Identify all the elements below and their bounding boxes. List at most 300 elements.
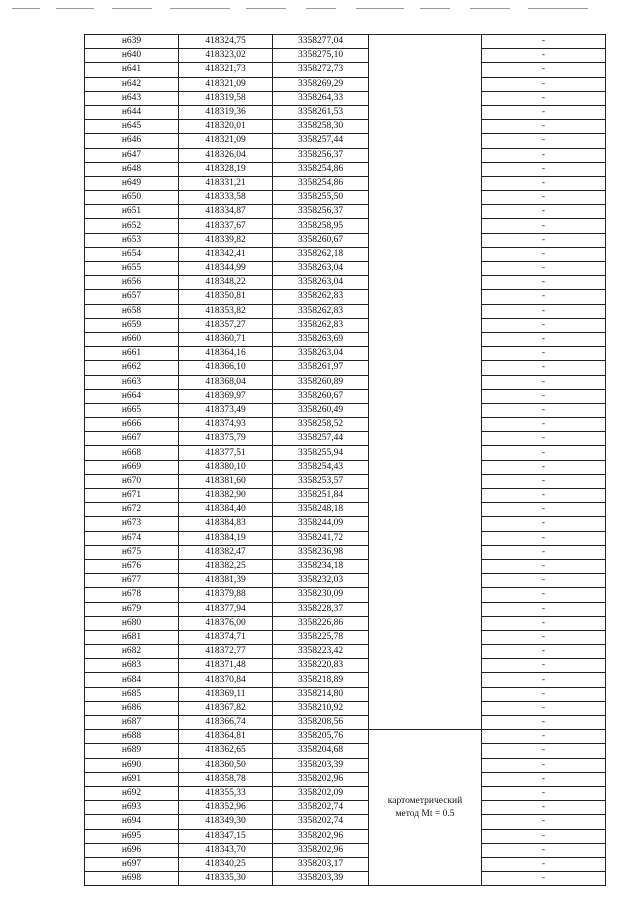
y-coordinate-cell: 3358223,42 [273,645,369,659]
method-text-line2: метод Mt = 0.5 [395,808,455,819]
x-coordinate-cell: 418343,70 [179,843,273,857]
x-coordinate-cell: 418366,10 [179,361,273,375]
note-cell: - [482,361,606,375]
point-id-cell: н688 [85,730,179,744]
y-coordinate-cell: 3358230,09 [273,588,369,602]
note-cell: - [482,474,606,488]
note-cell: - [482,744,606,758]
note-cell: - [482,489,606,503]
x-coordinate-cell: 418382,47 [179,545,273,559]
y-coordinate-cell: 3358275,10 [273,49,369,63]
y-coordinate-cell: 3358228,37 [273,602,369,616]
y-coordinate-cell: 3358256,37 [273,148,369,162]
table-row [85,304,606,318]
table-row [85,872,606,886]
point-id-cell: н667 [85,432,179,446]
note-cell: - [482,389,606,403]
point-id-cell: н678 [85,588,179,602]
note-cell: - [482,829,606,843]
table-row [85,318,606,332]
y-coordinate-cell: 3358258,52 [273,418,369,432]
note-cell: - [482,290,606,304]
note-cell: - [482,786,606,800]
y-coordinate-cell: 3358263,04 [273,276,369,290]
x-coordinate-cell: 418326,04 [179,148,273,162]
note-cell: - [482,602,606,616]
table-row [85,233,606,247]
table-row [85,148,606,162]
point-id-cell: н677 [85,574,179,588]
note-cell: - [482,332,606,346]
table-row [85,460,606,474]
table-row [85,205,606,219]
note-cell: - [482,176,606,190]
table-row [85,276,606,290]
note-cell: - [482,872,606,886]
x-coordinate-cell: 418342,41 [179,247,273,261]
y-coordinate-cell: 3358225,78 [273,630,369,644]
y-coordinate-cell: 3358261,53 [273,105,369,119]
point-id-cell: н664 [85,389,179,403]
y-coordinate-cell: 3358269,29 [273,77,369,91]
note-cell: - [482,545,606,559]
y-coordinate-cell: 3358234,18 [273,559,369,573]
point-id-cell: н651 [85,205,179,219]
table-row [85,290,606,304]
point-id-cell: н668 [85,446,179,460]
x-coordinate-cell: 418321,73 [179,63,273,77]
point-id-cell: н673 [85,517,179,531]
y-coordinate-cell: 3358251,84 [273,489,369,503]
table-row [85,687,606,701]
point-id-cell: н645 [85,120,179,134]
point-id-cell: н640 [85,49,179,63]
y-coordinate-cell: 3358262,83 [273,318,369,332]
note-cell: - [482,645,606,659]
point-id-cell: н693 [85,801,179,815]
x-coordinate-cell: 418381,39 [179,574,273,588]
note-cell: - [482,659,606,673]
note-cell: - [482,205,606,219]
table-row [85,134,606,148]
note-cell: - [482,460,606,474]
note-cell: - [482,318,606,332]
table-row [85,602,606,616]
note-cell: - [482,347,606,361]
x-coordinate-cell: 418321,09 [179,77,273,91]
point-id-cell: н680 [85,616,179,630]
x-coordinate-cell: 418352,96 [179,801,273,815]
point-id-cell: н681 [85,630,179,644]
note-cell: - [482,801,606,815]
point-id-cell: н697 [85,857,179,871]
table-row [85,262,606,276]
note-cell: - [482,219,606,233]
note-cell: - [482,105,606,119]
x-coordinate-cell: 418321,09 [179,134,273,148]
table-row [85,361,606,375]
y-coordinate-cell: 3358204,68 [273,744,369,758]
y-coordinate-cell: 3358208,56 [273,716,369,730]
x-coordinate-cell: 418319,36 [179,105,273,119]
method-text-line1: картометрический [387,795,463,806]
point-id-cell: н661 [85,347,179,361]
y-coordinate-cell: 3358248,18 [273,503,369,517]
y-coordinate-cell: 3358241,72 [273,531,369,545]
x-coordinate-cell: 418319,58 [179,91,273,105]
x-coordinate-cell: 418340,25 [179,857,273,871]
x-coordinate-cell: 418323,02 [179,49,273,63]
table-row [85,545,606,559]
table-row [85,588,606,602]
note-cell: - [482,63,606,77]
note-cell: - [482,120,606,134]
x-coordinate-cell: 418366,74 [179,716,273,730]
point-id-cell: н647 [85,148,179,162]
point-id-cell: н683 [85,659,179,673]
table-row [85,49,606,63]
table-row [85,815,606,829]
y-coordinate-cell: 3358254,86 [273,176,369,190]
point-id-cell: н696 [85,843,179,857]
x-coordinate-cell: 418337,67 [179,219,273,233]
y-coordinate-cell: 3358262,18 [273,247,369,261]
y-coordinate-cell: 3358263,04 [273,262,369,276]
y-coordinate-cell: 3358272,73 [273,63,369,77]
x-coordinate-cell: 418324,75 [179,35,273,49]
note-cell: - [482,418,606,432]
note-cell: - [482,262,606,276]
point-id-cell: н654 [85,247,179,261]
note-cell: - [482,233,606,247]
table-row [85,432,606,446]
y-coordinate-cell: 3358258,30 [273,120,369,134]
point-id-cell: н682 [85,645,179,659]
point-id-cell: н649 [85,176,179,190]
y-coordinate-cell: 3358263,04 [273,347,369,361]
note-cell: - [482,716,606,730]
point-id-cell: н671 [85,489,179,503]
y-coordinate-cell: 3358255,50 [273,191,369,205]
table-row [85,403,606,417]
note-cell: - [482,730,606,744]
note-cell: - [482,49,606,63]
table-row [85,517,606,531]
table-row [85,772,606,786]
table-row [85,176,606,190]
y-coordinate-cell: 3358263,69 [273,332,369,346]
table-row [85,801,606,815]
table-row [85,474,606,488]
point-id-cell: н658 [85,304,179,318]
point-id-cell: н650 [85,191,179,205]
x-coordinate-cell: 418368,04 [179,375,273,389]
table-row [85,758,606,772]
y-coordinate-cell: 3358210,92 [273,701,369,715]
page-top-scan-line [0,6,640,12]
y-coordinate-cell: 3358202,96 [273,829,369,843]
table-row [85,389,606,403]
note-cell: - [482,616,606,630]
y-coordinate-cell: 3358236,98 [273,545,369,559]
table-row [85,347,606,361]
x-coordinate-cell: 418373,49 [179,403,273,417]
note-cell: - [482,446,606,460]
point-id-cell: н655 [85,262,179,276]
table-row [85,162,606,176]
note-cell: - [482,687,606,701]
y-coordinate-cell: 3358202,09 [273,786,369,800]
table-row [85,503,606,517]
table-row [85,659,606,673]
table-row [85,701,606,715]
table-row [85,247,606,261]
table-row [85,843,606,857]
x-coordinate-cell: 418379,88 [179,588,273,602]
point-id-cell: н698 [85,872,179,886]
note-cell: - [482,673,606,687]
note-cell: - [482,77,606,91]
y-coordinate-cell: 3358257,44 [273,432,369,446]
note-cell: - [482,276,606,290]
note-cell: - [482,772,606,786]
y-coordinate-cell: 3358214,80 [273,687,369,701]
point-id-cell: н657 [85,290,179,304]
y-coordinate-cell: 3358203,17 [273,857,369,871]
x-coordinate-cell: 418377,51 [179,446,273,460]
note-cell: - [482,191,606,205]
y-coordinate-cell: 3358262,83 [273,290,369,304]
table-row [85,630,606,644]
x-coordinate-cell: 418331,21 [179,176,273,190]
point-id-cell: н646 [85,134,179,148]
y-coordinate-cell: 3358202,96 [273,772,369,786]
x-coordinate-cell: 418350,81 [179,290,273,304]
point-id-cell: н641 [85,63,179,77]
method-cell [369,730,482,886]
y-coordinate-cell: 3358264,33 [273,91,369,105]
table-row [85,489,606,503]
table-row [85,446,606,460]
note-cell: - [482,247,606,261]
y-coordinate-cell: 3358260,49 [273,403,369,417]
x-coordinate-cell: 418374,93 [179,418,273,432]
table-row [85,730,606,744]
table-row [85,375,606,389]
note-cell: - [482,517,606,531]
y-coordinate-cell: 3358260,89 [273,375,369,389]
x-coordinate-cell: 418320,01 [179,120,273,134]
note-cell: - [482,815,606,829]
point-id-cell: н691 [85,772,179,786]
x-coordinate-cell: 418347,15 [179,829,273,843]
table-row [85,418,606,432]
note-cell: - [482,91,606,105]
x-coordinate-cell: 418374,71 [179,630,273,644]
x-coordinate-cell: 418370,84 [179,673,273,687]
y-coordinate-cell: 3358254,43 [273,460,369,474]
point-id-cell: н660 [85,332,179,346]
point-id-cell: н659 [85,318,179,332]
note-cell: - [482,162,606,176]
point-id-cell: н675 [85,545,179,559]
table-row [85,35,606,49]
x-coordinate-cell: 418362,65 [179,744,273,758]
x-coordinate-cell: 418339,82 [179,233,273,247]
x-coordinate-cell: 418369,97 [179,389,273,403]
y-coordinate-cell: 3358260,67 [273,389,369,403]
table-row [85,574,606,588]
point-id-cell: н642 [85,77,179,91]
x-coordinate-cell: 418334,87 [179,205,273,219]
point-id-cell: н690 [85,758,179,772]
point-id-cell: н684 [85,673,179,687]
point-id-cell: н643 [85,91,179,105]
y-coordinate-cell: 3358258,95 [273,219,369,233]
table-row [85,63,606,77]
y-coordinate-cell: 3358257,44 [273,134,369,148]
table-row [85,645,606,659]
y-coordinate-cell: 3358256,37 [273,205,369,219]
x-coordinate-cell: 418360,71 [179,332,273,346]
point-id-cell: н686 [85,701,179,715]
note-cell: - [482,304,606,318]
x-coordinate-cell: 418348,22 [179,276,273,290]
y-coordinate-cell: 3358202,74 [273,801,369,815]
point-id-cell: н676 [85,559,179,573]
x-coordinate-cell: 418335,30 [179,872,273,886]
table-row [85,716,606,730]
x-coordinate-cell: 418381,60 [179,474,273,488]
point-id-cell: н692 [85,786,179,800]
y-coordinate-cell: 3358261,97 [273,361,369,375]
x-coordinate-cell: 418369,11 [179,687,273,701]
point-id-cell: н639 [85,35,179,49]
note-cell: - [482,630,606,644]
x-coordinate-cell: 418371,48 [179,659,273,673]
x-coordinate-cell: 418333,58 [179,191,273,205]
table-row [85,120,606,134]
y-coordinate-cell: 3358220,83 [273,659,369,673]
y-coordinate-cell: 3358202,96 [273,843,369,857]
table-row [85,91,606,105]
coordinates-table-body [85,35,606,886]
x-coordinate-cell: 418375,79 [179,432,273,446]
x-coordinate-cell: 418376,00 [179,616,273,630]
note-cell: - [482,588,606,602]
table-row [85,219,606,233]
x-coordinate-cell: 418377,94 [179,602,273,616]
x-coordinate-cell: 418355,33 [179,786,273,800]
point-id-cell: н669 [85,460,179,474]
table-row [85,191,606,205]
note-cell: - [482,758,606,772]
y-coordinate-cell: 3358260,67 [273,233,369,247]
x-coordinate-cell: 418353,82 [179,304,273,318]
note-cell: - [482,432,606,446]
method-cell [369,35,482,730]
x-coordinate-cell: 418380,10 [179,460,273,474]
note-cell: - [482,857,606,871]
point-id-cell: н666 [85,418,179,432]
y-coordinate-cell: 3358226,86 [273,616,369,630]
note-cell: - [482,134,606,148]
point-id-cell: н689 [85,744,179,758]
note-cell: - [482,403,606,417]
point-id-cell: н665 [85,403,179,417]
note-cell: - [482,574,606,588]
point-id-cell: н695 [85,829,179,843]
table-row [85,673,606,687]
x-coordinate-cell: 418328,19 [179,162,273,176]
y-coordinate-cell: 3358254,86 [273,162,369,176]
point-id-cell: н679 [85,602,179,616]
point-id-cell: н652 [85,219,179,233]
x-coordinate-cell: 418382,90 [179,489,273,503]
point-id-cell: н663 [85,375,179,389]
point-id-cell: н670 [85,474,179,488]
y-coordinate-cell: 3358203,39 [273,758,369,772]
y-coordinate-cell: 3358262,83 [273,304,369,318]
note-cell: - [482,559,606,573]
x-coordinate-cell: 418384,19 [179,531,273,545]
x-coordinate-cell: 418367,82 [179,701,273,715]
note-cell: - [482,503,606,517]
x-coordinate-cell: 418344,99 [179,262,273,276]
point-id-cell: н648 [85,162,179,176]
table-row [85,77,606,91]
point-id-cell: н656 [85,276,179,290]
y-coordinate-cell: 3358253,57 [273,474,369,488]
table-row [85,829,606,843]
x-coordinate-cell: 418382,25 [179,559,273,573]
table-row [85,744,606,758]
point-id-cell: н674 [85,531,179,545]
y-coordinate-cell: 3358277,04 [273,35,369,49]
y-coordinate-cell: 3358218,89 [273,673,369,687]
note-cell: - [482,531,606,545]
point-id-cell: н644 [85,105,179,119]
table-row [85,531,606,545]
table-row [85,786,606,800]
note-cell: - [482,701,606,715]
table-row [85,105,606,119]
point-id-cell: н687 [85,716,179,730]
point-id-cell: н694 [85,815,179,829]
x-coordinate-cell: 418384,40 [179,503,273,517]
note-cell: - [482,375,606,389]
y-coordinate-cell: 3358244,09 [273,517,369,531]
table-row [85,857,606,871]
table-row [85,559,606,573]
x-coordinate-cell: 418358,78 [179,772,273,786]
y-coordinate-cell: 3358205,76 [273,730,369,744]
y-coordinate-cell: 3358255,94 [273,446,369,460]
point-id-cell: н653 [85,233,179,247]
point-id-cell: н662 [85,361,179,375]
note-cell: - [482,35,606,49]
table-row [85,616,606,630]
point-id-cell: н685 [85,687,179,701]
y-coordinate-cell: 3358202,74 [273,815,369,829]
x-coordinate-cell: 418360,50 [179,758,273,772]
y-coordinate-cell: 3358232,03 [273,574,369,588]
x-coordinate-cell: 418349,30 [179,815,273,829]
x-coordinate-cell: 418364,81 [179,730,273,744]
x-coordinate-cell: 418372,77 [179,645,273,659]
x-coordinate-cell: 418357,27 [179,318,273,332]
x-coordinate-cell: 418364,16 [179,347,273,361]
